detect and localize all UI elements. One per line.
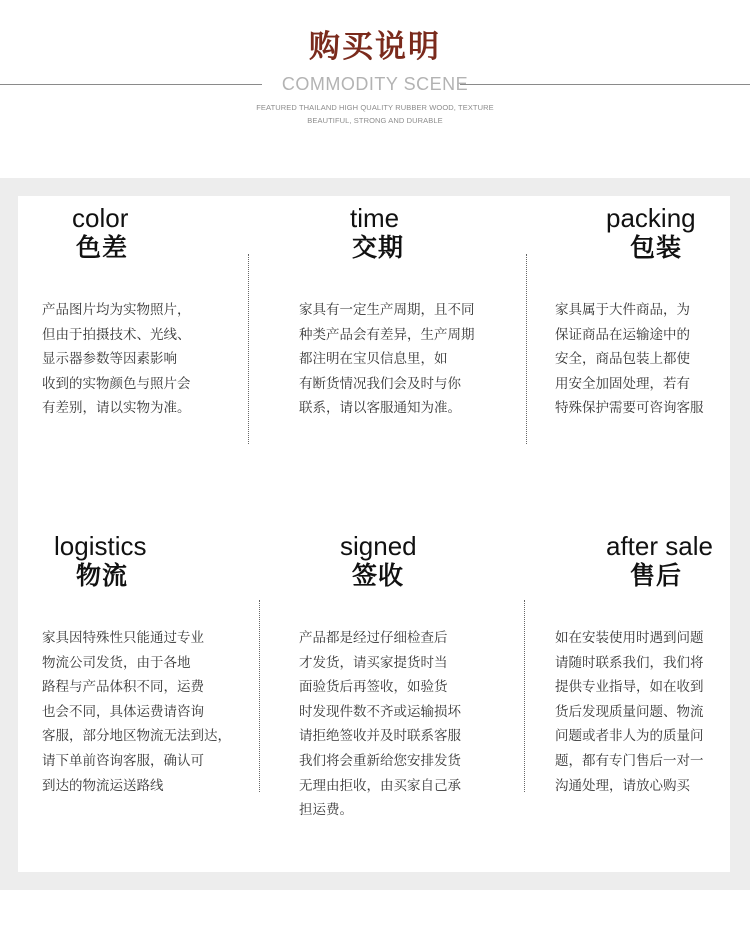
- section-heading-en-color: color: [72, 203, 129, 233]
- body-line: 才发货，请买家提货时当: [299, 654, 448, 671]
- body-line: 保证商品在运输途中的: [555, 326, 690, 343]
- body-line: 请随时联系我们，我们将: [555, 654, 704, 671]
- body-line: 也会不同，具体运费请咨询: [42, 703, 204, 720]
- body-line: 家具因特殊性只能通过专业: [42, 630, 204, 646]
- column-divider: [259, 600, 260, 792]
- body-line: 用安全加固处理，若有: [555, 375, 690, 392]
- body-line: 但由于拍摄技术、光线、: [42, 326, 191, 343]
- section-heading-en-after-sale: after sale: [606, 531, 713, 561]
- body-line: 客服，部分地区物流无法到达，: [42, 728, 231, 745]
- section-heading-cn-logistics: 物流: [76, 561, 129, 590]
- body-line: 请下单前咨询客服，确认可: [42, 752, 204, 769]
- body-line: 安全，商品包装上都使: [555, 351, 690, 368]
- column-divider: [526, 254, 527, 444]
- body-line: 有断货情况我们会及时与你: [299, 375, 461, 392]
- body-line: 货后发现质量问题、物流: [555, 703, 704, 720]
- section-body-logistics: [42, 626, 231, 798]
- body-line: 都注明在宝贝信息里，如: [299, 351, 448, 368]
- column-divider: [524, 600, 525, 792]
- body-line: 路程与产品体积不同，运费: [42, 679, 204, 696]
- body-line: 收到的实物颜色与照片会: [42, 375, 191, 392]
- tagline-line-1: FEATURED THAILAND HIGH QUALITY RUBBER WOOD, TEXTURE: [256, 103, 494, 112]
- section-body-signed: [299, 626, 461, 823]
- body-line: 特殊保护需要可咨询客服: [555, 400, 704, 417]
- body-line: 问题或者非人为的质量问: [555, 728, 704, 745]
- tagline-line-2: BEAUTIFUL, STRONG AND DURABLE: [307, 116, 443, 125]
- body-line: 家具有一定生产周期，且不同: [299, 302, 475, 318]
- body-line: 题，都有专门售后一对一: [555, 752, 704, 769]
- column-divider: [248, 254, 249, 444]
- section-heading-cn-after-sale: 售后: [630, 561, 683, 590]
- section-heading-cn-packing: 包装: [630, 233, 683, 262]
- section-body-color: [42, 298, 191, 421]
- section-heading-en-packing: packing: [606, 203, 696, 233]
- body-line: 沟通处理，请放心购买: [555, 777, 690, 794]
- body-line: 请拒绝签收并及时联系客服: [299, 728, 461, 745]
- body-line: 我们将会重新给您安排发货: [299, 752, 461, 769]
- section-body-packing: [555, 298, 704, 421]
- body-line: 担运费。: [299, 802, 353, 819]
- page-title: 购买说明: [309, 29, 441, 65]
- body-line: 产品都是经过仔细检查后: [299, 630, 448, 646]
- section-heading-en-time: time: [350, 203, 400, 233]
- body-line: 显示器参数等因素影响: [42, 351, 177, 368]
- body-line: 到达的物流运送路线: [42, 777, 164, 794]
- body-line: 无理由拒收，由买家自己承: [299, 777, 461, 794]
- section-heading-en-signed: signed: [340, 531, 417, 561]
- body-line: 联系，请以客服通知为准。: [299, 400, 461, 417]
- body-line: 有差别，请以实物为准。: [42, 400, 191, 417]
- header: [0, 0, 750, 178]
- body-line: 产品图片均为实物照片，: [42, 302, 191, 318]
- page-subtitle: COMMODITY SCENE: [281, 74, 469, 94]
- body-line: 家具属于大件商品，为: [555, 302, 690, 318]
- section-heading-cn-signed: 签收: [352, 561, 405, 590]
- section-heading-cn-color: 色差: [76, 233, 129, 262]
- body-line: 物流公司发货，由于各地: [42, 654, 191, 671]
- section-body-time: [299, 298, 475, 421]
- body-line: 如在安装使用时遇到问题: [555, 630, 704, 646]
- section-heading-en-logistics: logistics: [54, 531, 147, 561]
- body-line: 种类产品会有差异，生产周期: [299, 326, 475, 343]
- body-line: 面验货后再签收，如验货: [299, 679, 448, 696]
- section-body-after-sale: [555, 626, 704, 798]
- body-line: 提供专业指导，如在收到: [555, 679, 704, 696]
- body-line: 时发现件数不齐或运输损坏: [299, 703, 461, 720]
- section-heading-cn-time: 交期: [352, 233, 405, 262]
